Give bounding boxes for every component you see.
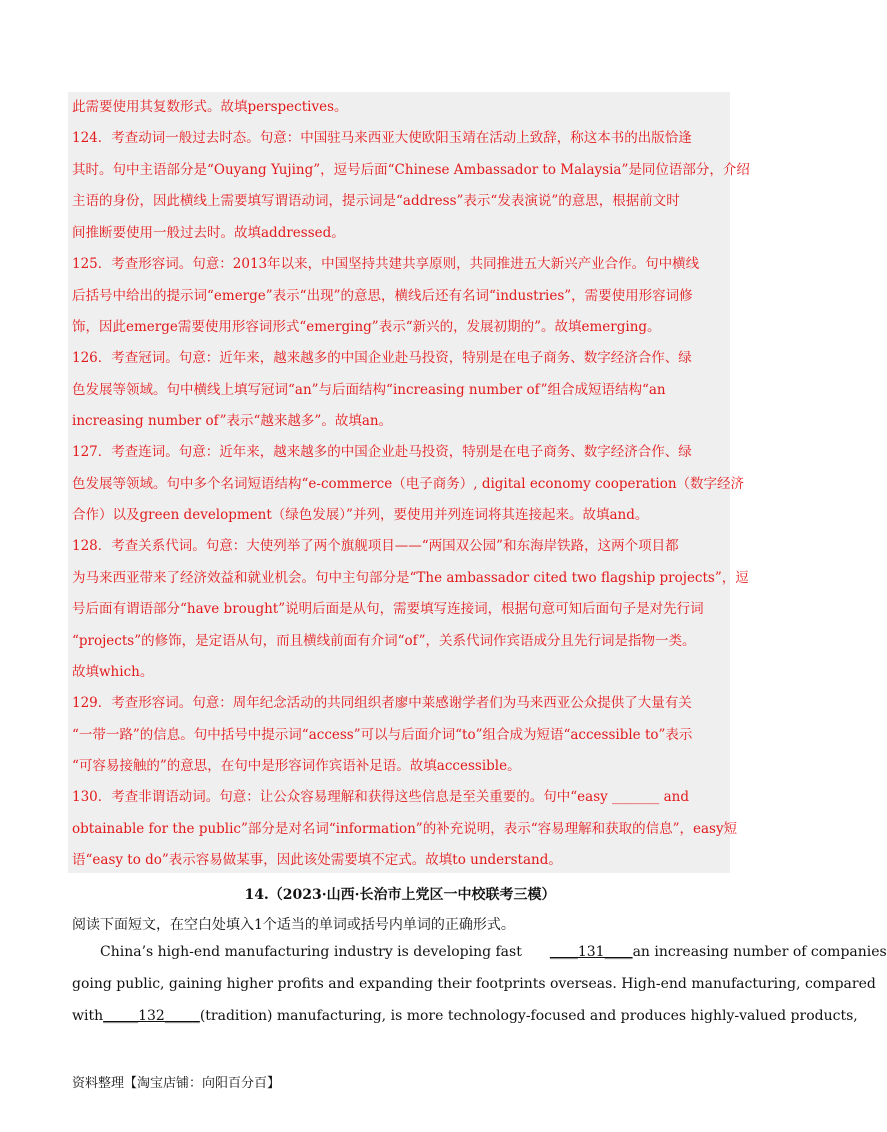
answer-line: 此需要使用其复数形式。故填perspectives。 <box>72 99 348 115</box>
answer-line: 126．考查冠词。句意：近年来，越来越多的中国企业赴马投资，特别是在电子商务、数字经济合作、绿 <box>72 350 692 366</box>
answer-line: 为马来西亚带来了经济效益和就业机会。句中主句部分是“The ambassador cited two flagship projects”，逗 <box>72 569 749 586</box>
answer-127 <box>72 437 745 532</box>
passage-text: (tradition) manufacturing, is more technology-focused and produces highly-valued products, <box>199 1008 858 1024</box>
blank-132: _____132_____ <box>103 1008 200 1024</box>
answer-126 <box>72 343 732 438</box>
answer-intro-line <box>72 92 732 124</box>
answer-124 <box>72 123 750 249</box>
answer-line: 色发展等领域。句中横线上填写冠词“an”与后面结构“increasing number of”组合成短语结构“an <box>72 381 666 398</box>
answer-line: “一带一路”的信息。句中括号中提示词“access”可以与后面介词“to”组合成为短语“accessible to”表示 <box>72 726 693 743</box>
answer-line: 故填which。 <box>72 664 154 680</box>
answer-line: “可容易接触的”的意思，在句中是形容词作宾语补足语。故填accessible。 <box>72 758 521 774</box>
passage-text: China’s high-end manufacturing industry is developing fast <box>100 944 522 960</box>
answer-128 <box>72 531 749 689</box>
answer-line: 其时。句中主语部分是“Ouyang Yujing”，逗号后面“Chinese Ambassador to Malaysia”是同位语部分，介绍 <box>72 161 750 178</box>
answer-line: 号后面有谓语部分“have brought”说明后面是从句，需要填写连接词，根据句意可知后面句子是对先行词 <box>72 601 704 617</box>
answer-line: 饰，因此emerge需要使用形容词形式“emerging”表示“新兴的，发展初期的”。故填emerging。 <box>72 319 661 335</box>
answer-line: 129．考查形容词。句意：周年纪念活动的共同组织者廖中莱感谢学者们为马来西亚公众提供了大量有关 <box>72 695 692 711</box>
answer-line: 124．考查动词一般过去时态。句意：中国驻马来西亚大使欧阳玉靖在活动上致辞，称这本书的出版恰逢 <box>72 130 692 146</box>
answer-line: 合作）以及green development（绿色发展）”并列，要使用并列连词将其连接起来。故填and。 <box>72 507 649 523</box>
passage-text: an increasing number of companies <box>632 944 887 960</box>
answer-line: 125．考查形容词。句意：2013年以来，中国坚持共建共享原则，共同推进五大新兴产业合作。句中横线 <box>72 256 700 272</box>
answer-129 <box>72 688 732 783</box>
answer-line: 127．考查连词。句意：近年来，越来越多的中国企业赴马投资，特别是在电子商务、数字经济合作、绿 <box>72 444 692 460</box>
answer-line: increasing number of”表示“越来越多”。故填an。 <box>72 413 393 429</box>
passage-line <box>72 1000 858 1032</box>
answer-line: 语“easy to do”表示容易做某事，因此该处需要填不定式。故填to understand。 <box>72 852 562 868</box>
answer-line: 主语的身份，因此横线上需要填写谓语动词，提示词是“address”表示“发表演说”的意思，根据前文时 <box>72 193 680 209</box>
answer-line: “projects”的修饰，是定语从句，而且横线前面有介词“of”，关系代词作宾语成分且先行词是指物一类。 <box>72 632 696 649</box>
answer-line: 128．考查关系代词。句意：大使列举了两个旗舰项目——“两国双公园”和东海岸铁路，这两个项目都 <box>72 538 679 554</box>
passage-line: going public, gaining higher profits and expanding their footprints overseas. High-end manufacturing, compared <box>72 976 876 992</box>
answer-130 <box>72 782 738 877</box>
answer-line: obtainable for the public”部分是对名词“information”的补充说明，表示“容易理解和获取的信息”，easy短 <box>72 820 738 837</box>
answer-line: 130．考查非谓语动词。句意：让公众容易理解和获得这些信息是至关重要的。句中“easy _______ and <box>72 789 689 805</box>
passage-line <box>72 936 887 968</box>
answer-125 <box>72 249 732 344</box>
reading-passage <box>72 936 887 1032</box>
section-instruction: 阅读下面短文，在空白处填入1个适当的单词或括号内单词的正确形式。 <box>72 917 515 933</box>
answer-line: 间推断要使用一般过去时。故填addressed。 <box>72 224 345 241</box>
answer-line: 色发展等领域。句中多个名词短语结构“e-commerce（电子商务）, digital economy cooperation（数字经济 <box>72 475 745 492</box>
blank-131: ____131____ <box>549 944 633 960</box>
section-title: 14.（2023·山西·长治市上党区一中校联考三模） <box>244 887 556 903</box>
page-footer: 资料整理【淘宝店铺：向阳百分百】 <box>72 1076 281 1091</box>
passage-text: with <box>72 1008 104 1024</box>
answer-line: 后括号中给出的提示词“emerge”表示“出现”的意思，横线后还有名词“industries”，需要使用形容词修 <box>72 287 693 304</box>
